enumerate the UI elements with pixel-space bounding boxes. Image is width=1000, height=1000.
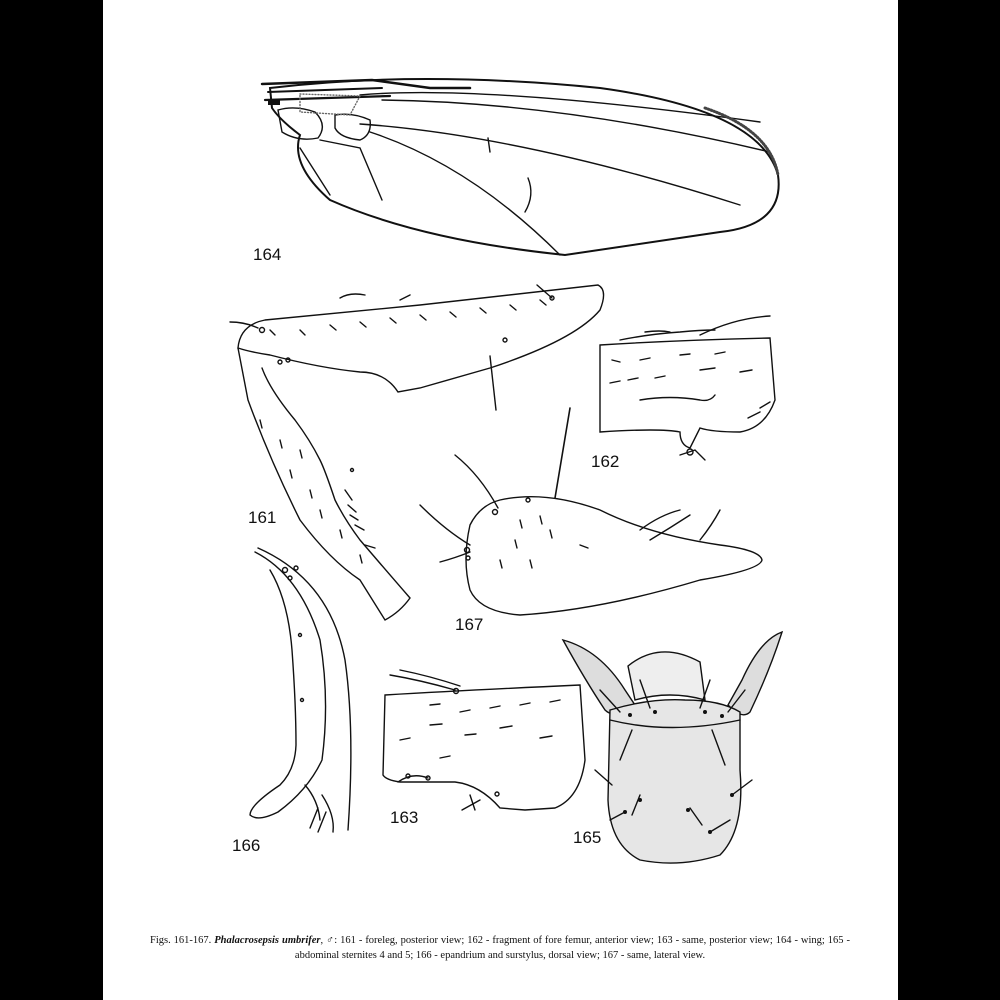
femur-fragment-anterior-drawing (600, 316, 775, 460)
figure-label-162: 162 (591, 452, 620, 471)
caption-species: Phalacrosepsis umbrifer (214, 935, 321, 946)
figure-label-167: 167 (455, 615, 484, 634)
caption-prefix: Figs. 161-167. (150, 935, 212, 946)
wing-drawing (262, 79, 779, 255)
femur-fragment-posterior-drawing (383, 670, 585, 810)
epandrium-lateral-drawing (420, 408, 762, 615)
figure-label-161: 161 (248, 508, 277, 527)
caption-sex: , ♂: (320, 935, 341, 946)
figure-label-163: 163 (390, 808, 419, 827)
figure-label-165: 165 (573, 828, 602, 847)
figure-label-164: 164 (253, 245, 282, 264)
figure-label-166: 166 (232, 836, 261, 855)
foreleg-drawing (230, 285, 604, 620)
caption-text: 161 - foreleg, posterior view; 162 - fragment of fore femur, anterior view; 163 - same, posterior view; 164 - wing; 165 - abdominal sternites 4 and 5; 166 - epandrium and surstylus, dorsal view; 167 - same, lateral view. (294, 935, 851, 961)
figure-caption (150, 933, 850, 963)
epandrium-dorsal-drawing (250, 548, 351, 832)
